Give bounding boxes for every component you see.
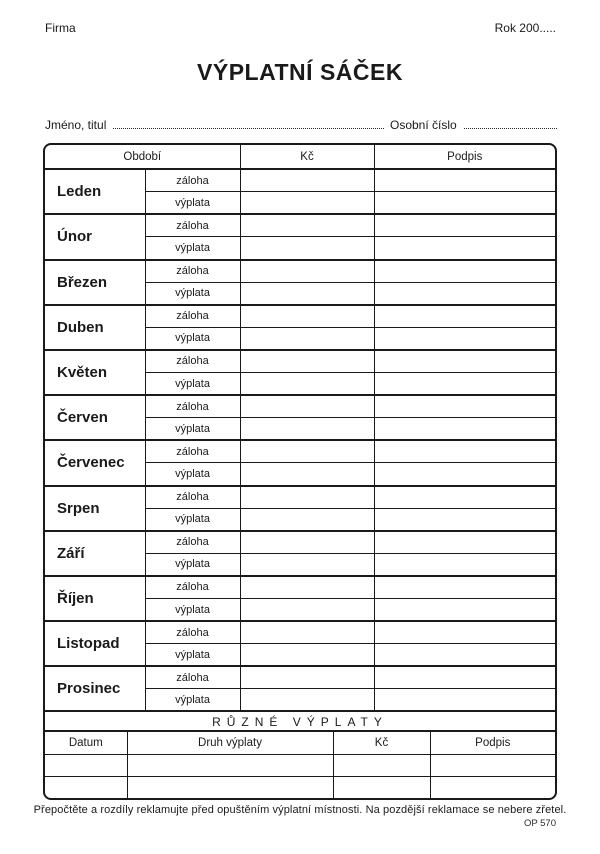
row-type-label: výplata [145,463,240,486]
various-row [45,754,555,776]
month-row-advance [45,486,555,509]
amount-cell [240,644,374,667]
amount-cell [240,598,374,621]
row-type-label: záloha [145,260,240,283]
signature-cell [374,192,555,215]
month-row-advance [45,350,555,373]
row-type-label: záloha [145,440,240,463]
row-type-label: záloha [145,621,240,644]
signature-cell [374,373,555,396]
amount-cell [240,553,374,576]
row-type-label: záloha [145,666,240,689]
signature-cell [374,395,555,418]
signature-cell [374,327,555,350]
amount-cell [333,776,430,798]
col-header-kc-various: Kč [333,732,430,754]
signature-cell [374,350,555,373]
top-row [0,0,600,35]
name-row [45,119,557,132]
amount-cell [240,689,374,712]
amount-cell [333,754,430,776]
amount-cell [240,192,374,215]
row-type-label: výplata [145,327,240,350]
signature-cell [374,553,555,576]
row-type-label: výplata [145,598,240,621]
signature-cell [374,531,555,554]
row-type-label: záloha [145,395,240,418]
row-type-label: záloha [145,305,240,328]
row-type-label: záloha [145,169,240,192]
signature-cell [374,508,555,531]
month-cell: Červenec [45,440,145,485]
month-cell: Červen [45,395,145,440]
signature-cell [430,754,555,776]
signature-cell [374,486,555,509]
month-cell: Listopad [45,621,145,666]
row-type-label: záloha [145,214,240,237]
row-type-label: výplata [145,237,240,260]
druh-vyplaty-cell [127,754,333,776]
month-row-advance [45,531,555,554]
row-type-label: výplata [145,644,240,667]
amount-cell [240,508,374,531]
form-number: OP 570 [523,818,556,830]
jmeno-titul-label: Jméno, titul [45,118,107,132]
signature-cell [374,260,555,283]
various-row [45,776,555,798]
amount-cell [240,395,374,418]
druh-vyplaty-cell [127,776,333,798]
row-type-label: výplata [145,508,240,531]
signature-cell [374,576,555,599]
row-type-label: záloha [145,350,240,373]
row-type-label: výplata [145,192,240,215]
month-row-advance [45,440,555,463]
amount-cell [240,621,374,644]
rok-label: Rok 200..... [494,21,556,35]
row-type-label: výplata [145,282,240,305]
month-row-advance [45,305,555,328]
signature-cell [374,644,555,667]
col-header-datum: Datum [45,732,127,754]
row-type-label: záloha [145,531,240,554]
datum-cell [45,776,127,798]
row-type-label: výplata [145,689,240,712]
amount-cell [240,214,374,237]
months-header-row [45,145,555,169]
month-cell: Březen [45,260,145,305]
signature-cell [374,305,555,328]
various-header-row [45,732,555,754]
amount-cell [240,486,374,509]
various-payments-table [45,732,555,798]
amount-cell [240,350,374,373]
datum-cell [45,754,127,776]
month-row-advance [45,169,555,192]
amount-cell [240,373,374,396]
signature-cell [374,440,555,463]
signature-cell [374,463,555,486]
col-header-kc: Kč [240,145,374,169]
row-type-label: výplata [145,373,240,396]
amount-cell [240,260,374,283]
jmeno-titul-fill-line [113,127,384,129]
month-cell: Květen [45,350,145,395]
month-cell: Prosinec [45,666,145,711]
amount-cell [240,576,374,599]
signature-cell [374,169,555,192]
various-table-body [45,754,555,798]
signature-cell [430,776,555,798]
amount-cell [240,531,374,554]
signature-cell [374,598,555,621]
row-type-label: záloha [145,486,240,509]
col-header-podpis-various: Podpis [430,732,555,754]
signature-cell [374,282,555,305]
month-row-advance [45,214,555,237]
month-cell: Říjen [45,576,145,621]
month-cell: Duben [45,305,145,350]
various-payments-title: RŮZNÉ VÝPLATY [45,712,555,732]
osobni-cislo-label: Osobní číslo [389,118,457,132]
signature-cell [374,214,555,237]
row-type-label: záloha [145,576,240,599]
signature-cell [374,418,555,441]
month-row-advance [45,395,555,418]
page-title: VÝPLATNÍ SÁČEK [197,59,403,85]
amount-cell [240,418,374,441]
footer-note: Přepočtěte a rozdíly reklamujte před opuštěním výplatní místnosti. Na pozdější reklamace se nebere zřetel. [33,804,567,817]
amount-cell [240,169,374,192]
signature-cell [374,621,555,644]
amount-cell [240,463,374,486]
signature-cell [374,689,555,712]
amount-cell [240,327,374,350]
col-header-obdobi: Období [45,145,240,169]
month-row-advance [45,260,555,283]
month-row-advance [45,576,555,599]
months-table-body [45,169,555,711]
firma-label: Firma [45,21,76,35]
row-type-label: výplata [145,418,240,441]
month-cell: Srpen [45,486,145,531]
row-type-label: výplata [145,553,240,576]
amount-cell [240,666,374,689]
col-header-podpis: Podpis [374,145,555,169]
col-header-druh-vyplaty: Druh výplaty [127,732,333,754]
month-row-advance [45,621,555,644]
osobni-cislo-fill-line [464,127,557,129]
month-cell: Únor [45,214,145,259]
amount-cell [240,440,374,463]
signature-cell [374,237,555,260]
payroll-table [43,143,557,800]
amount-cell [240,305,374,328]
amount-cell [240,282,374,305]
signature-cell [374,666,555,689]
amount-cell [240,237,374,260]
month-cell: Leden [45,169,145,214]
month-cell: Září [45,531,145,576]
month-row-advance [45,666,555,689]
months-table [45,145,555,712]
